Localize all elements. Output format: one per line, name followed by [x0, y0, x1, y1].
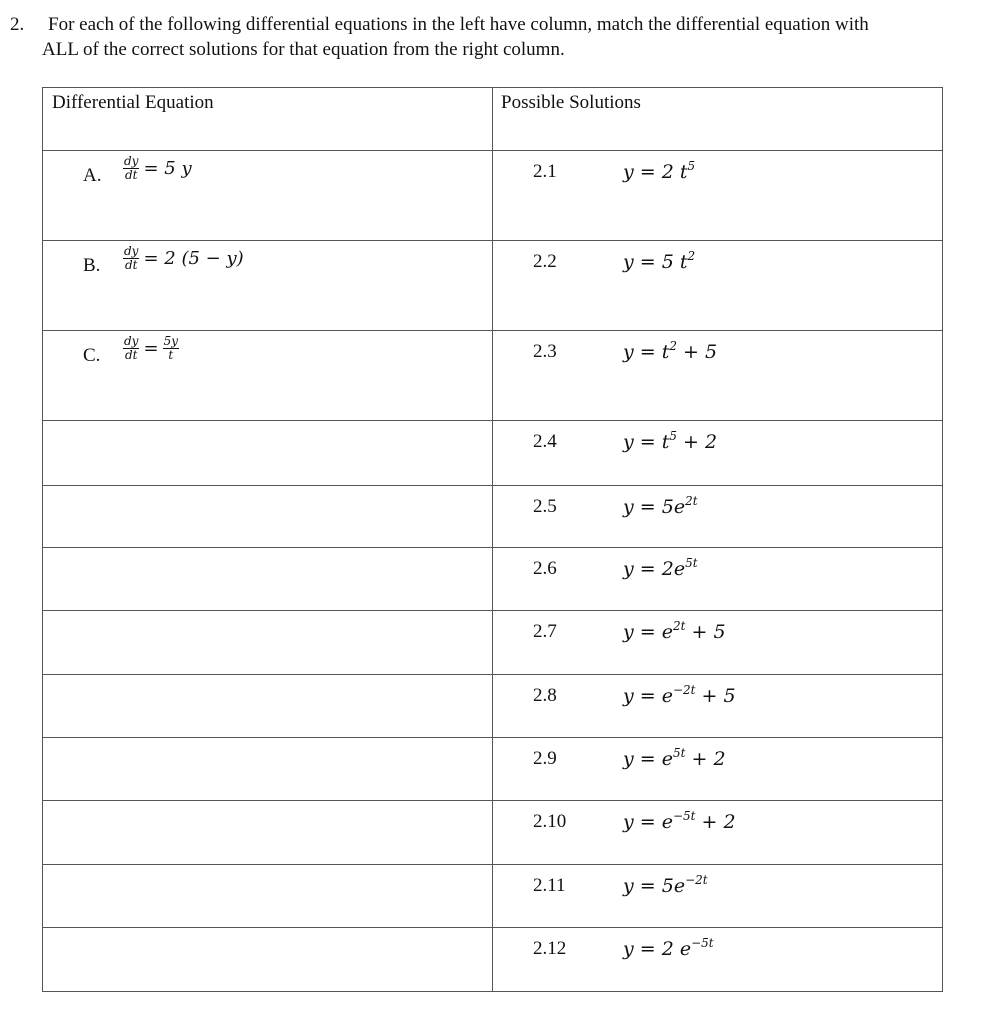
solution-cell [493, 151, 943, 241]
solution-number: 2.12 [533, 938, 567, 959]
table-row [43, 548, 943, 611]
derivative-fraction: $\frac{dy}{dt}$ [124, 154, 139, 182]
left-column-header [43, 88, 493, 151]
question-line-1: For each of the following differential equations in the left have column, match the differential equation with [48, 14, 869, 35]
solution-cell [493, 611, 943, 675]
solution-number: 2.10 [533, 811, 567, 832]
solution-number: 2.11 [533, 875, 566, 896]
solution-cell [493, 675, 943, 738]
solution-formula: $y = t^5 + 2$ [623, 429, 718, 453]
solution-number: 2.4 [533, 431, 557, 452]
solution-formula: y = 2 $t^5$ [623, 159, 696, 183]
empty-equation-cell [43, 611, 493, 675]
table-row [43, 928, 943, 992]
equation-cell-a [43, 151, 493, 241]
empty-equation-cell [43, 928, 493, 992]
solution-number: 2.1 [533, 161, 557, 182]
right-column-header [493, 88, 943, 151]
solution-formula: $y = 5e^{-2t}$ [623, 873, 708, 897]
table-row [43, 675, 943, 738]
solution-cell [493, 486, 943, 548]
solution-cell [493, 801, 943, 865]
question-text [42, 12, 962, 62]
table-header-row [43, 88, 943, 151]
equation-rhs: = 5 y [143, 158, 192, 179]
solution-formula: y = 5 $t^2$ [623, 249, 696, 273]
equation-a [123, 155, 192, 182]
solution-cell [493, 738, 943, 801]
solution-number: 2.2 [533, 251, 557, 272]
empty-equation-cell [43, 865, 493, 928]
solution-formula: y = 2 $e^{-5t}$ [623, 936, 714, 960]
table-row [43, 331, 943, 421]
rhs-fraction: $\frac{5y}{t}$ [163, 334, 178, 362]
derivative-fraction: $\frac{dy}{dt}$ [124, 244, 139, 272]
table-row [43, 486, 943, 548]
table-row [43, 611, 943, 675]
solution-cell [493, 865, 943, 928]
empty-equation-cell [43, 548, 493, 611]
solution-formula: $y = e^{-2t} + 5$ [623, 683, 736, 707]
solution-formula: $y = 2e^{5t}$ [623, 556, 698, 580]
solution-cell [493, 928, 943, 992]
derivative-fraction: $\frac{dy}{dt}$ [124, 334, 139, 362]
table-row [43, 801, 943, 865]
solution-number: 2.7 [533, 621, 557, 642]
empty-equation-cell [43, 801, 493, 865]
equation-letter: B. [83, 255, 101, 276]
equation-cell-c [43, 331, 493, 421]
solution-number: 2.6 [533, 558, 557, 579]
table-row [43, 421, 943, 486]
possible-solutions-header: Possible Solutions [501, 92, 641, 113]
empty-equation-cell [43, 738, 493, 801]
solution-cell [493, 241, 943, 331]
table-row [43, 151, 943, 241]
differential-equation-header: Differential Equation [52, 92, 214, 113]
question-number: 2. [10, 14, 25, 35]
empty-equation-cell [43, 675, 493, 738]
empty-equation-cell [43, 486, 493, 548]
solution-number: 2.8 [533, 685, 557, 706]
table-row [43, 865, 943, 928]
table-row [43, 738, 943, 801]
equation-letter: C. [83, 345, 101, 366]
equation-equals: = [143, 338, 159, 359]
solution-formula: $y = e^{2t} + 5$ [623, 619, 726, 643]
solution-cell [493, 421, 943, 486]
equation-letter: A. [83, 165, 102, 186]
solution-cell [493, 548, 943, 611]
equation-b [123, 245, 244, 272]
equation-c [123, 335, 183, 362]
equation-rhs: = 2 (5 − y) [143, 248, 244, 269]
solution-cell [493, 331, 943, 421]
matching-table [42, 87, 943, 992]
solution-number: 2.3 [533, 341, 557, 362]
solution-formula: $y = 5e^{2t}$ [623, 494, 698, 518]
solution-formula: $y = t^2 + 5$ [623, 339, 718, 363]
equation-cell-b [43, 241, 493, 331]
solution-formula: $y = e^{-5t} + 2$ [623, 809, 736, 833]
empty-equation-cell [43, 421, 493, 486]
solution-formula: $y = e^{5t} + 2$ [623, 746, 726, 770]
solution-number: 2.5 [533, 496, 557, 517]
question-line-2: ALL of the correct solutions for that equation from the right column. [42, 39, 565, 60]
solution-number: 2.9 [533, 748, 557, 769]
table-row [43, 241, 943, 331]
